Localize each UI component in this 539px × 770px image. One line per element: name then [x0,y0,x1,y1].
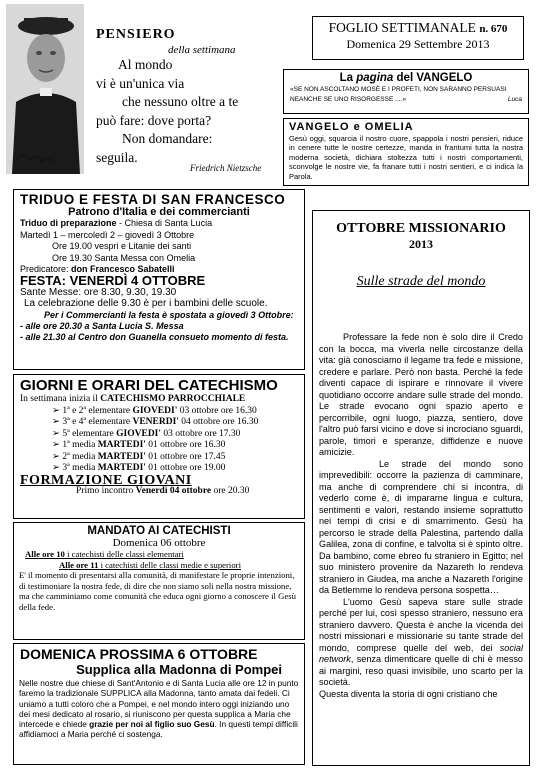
row-time: 01 ottobre ore 19.00 [148,463,226,473]
domenica-body-bold: grazie per noi al figlio suo Gesù [89,719,215,730]
vangelo-quote: «SE NON ASCOLTANO MOSÈ E I PROFETI, NON SARANNO PERSUASI NEANCHE SE UNO RISORGESSE ....» [290,86,507,103]
omelia-body: Gesù oggi, squarcia il nostro cuore, spappola i nostri pensieri, riduce in cenere tutte le nostre certezze, manda in frantumi tutta la nostra moderna società, dichiara stoltezza tutti i nostri comportamenti, sconvolge le nostre vie, fa franare tutti i nostri sentieri, e ci indica la Parola. [289,134,523,181]
row-class: 5ª elementare [62,428,114,439]
row-class: 3ª media [62,463,96,473]
triduo-patrono: Patrono d'Italia e dei commercianti [68,206,250,218]
domenica-box [13,643,305,765]
row-class: 1ª media [62,440,96,450]
domenica-body-end: . In questi tempi difficili affidiamoci a Maria perché ci sostenga. [19,719,298,740]
foglio-date: Domenica 29 Settembre 2013 [346,37,490,51]
domenica-title: DOMENICA PROSSIMA 6 OTTOBRE [20,646,258,662]
pensiero-line: Al mondo [118,57,173,72]
table-row: ➢ 1ª e 2ª elementare GIOVEDI' 03 ottobre ore 16.30 [52,405,257,416]
mandato-date: Domenica 06 ottobre [112,537,206,549]
omelia-title: VANGELO e OMELIA [289,121,414,133]
row-day: VENERDI' [132,417,179,427]
domenica-body: Nelle nostre due chiese di Sant'Antonio e di Santa Lucia alle ore 12 in punto faremo la tradizionale SUPPLICA alla Madonna, tanto amata dai fedeli. Ci uniamo a tutti coloro che a Pompei, e nel mondo intero oggi iniziando uno dei mesi dedicato al rosario, si riuniscono per questa supplica a Maria che intercede e chiede [19,678,299,730]
row-day: GIOVEDI' [132,405,178,416]
vangelo-title-em: pagina [356,72,394,84]
mandato-title: MANDATO AI CATECHISTI [87,525,231,537]
row-day: MARTEDI' [97,451,146,462]
triduo-bambini: La celebrazione delle 9.30 è per i bambini delle scuole. [24,298,268,310]
triduo-prep: Triduo di preparazione [20,218,117,229]
pensiero-subtitle: della settimana [168,44,236,56]
row-time: 03 ottobre ore 17.30 [163,428,241,439]
foglio-header [312,16,524,60]
ottobre-title: OTTOBRE MISSIONARIO [336,221,506,236]
triduo-commercianti: Per i Commercianti la festa è spostata a giovedì 3 Ottobre: [44,309,294,320]
triduo-predicatore: don Francesco Sabatelli [71,264,175,275]
triduo-title: TRIDUO E FESTA DI SAN FRANCESCO [20,192,286,207]
mandato-box [13,522,305,640]
ottobre-paragraph: Questa diventa la storia di ogni cristiano che [319,688,498,699]
table-row: ➢ 3ª media MARTEDI' 01 ottobre ore 19.00 [52,463,226,473]
pensiero-author: Friedrich Nietzsche [190,163,262,173]
ottobre-paragraph-end: , senza dimenticare quelle di chi è messo ai margini, reso quasi invisibile, uno scarto per la società. [319,654,523,687]
row-day: MARTEDI' [97,440,146,450]
ottobre-box [312,210,530,766]
catechismo-intro: In settimana inizia il [20,394,101,404]
pensiero-line: Non domandare: [122,131,213,146]
ottobre-social: social network [319,642,523,664]
triduo-vespri: Ore 19.00 vespri e Litanie dei santi [52,241,192,252]
foglio-title: FOGLIO SETTIMANALE [328,20,476,35]
table-row: ➢ 5ª elementare GIOVEDI' 03 ottobre ore 17.30 [52,428,241,439]
mandato-ora-10: Alle ore 10 [25,549,65,559]
table-row: ➢ 2ª media MARTEDI' 01 ottobre ore 17.45 [52,451,226,462]
foglio-number: n. 670 [479,23,508,35]
primo-time: ore 20.30 [211,486,250,496]
ottobre-paragraph: L'uomo Gesù sapeva stare sulle strade perché per lui, così spesso straniero, nessuno era straniero davvero. Questa è anche la vicenda dei nostri missionari e missionarie su tante strade del mondo, comprese quelle del web, dei [319,596,523,653]
triduo-messe: Sante Messe: ore 8.30, 9.30, 19.30 [20,286,177,298]
mandato-body: E' il momento di presentarsi alla comunità, di manifestare le proprie intenzioni, di testimoniare la nostra fede, di dire che non siamo soli nella nostra missione, ma che camminiamo come comunità che educa ogni giorno a conoscere il Gesù della fede. [19,570,296,612]
vangelo-title-post: del VANGELO [393,72,473,84]
pensiero-line: vi è un'unica via [96,75,185,91]
omelia-box [283,118,529,186]
vangelo-title-pre: La [339,72,357,84]
mandato-ora-11: Alle ore 11 [59,559,99,570]
ottobre-subtitle: Sulle strade del mondo [356,274,486,289]
mandato-medie: i catechisti delle classi medie e superiori [98,559,241,570]
catechismo-box [13,374,305,519]
triduo-festa: FESTA: VENERDÌ 4 OTTOBRE [20,273,206,289]
ottobre-paragraph: Professare la fede non è solo dire il Credo con la bocca, ma viverla nelle circostanze della vita: già conosciamo il legame tra fede e missione, credere e parlare. Però non basta. Perché la fede diventi capace di ispirare e rinnovare il vivere quotidiano occorre andare sulle strade del mondo. Le strade evocano ogni spazio aperto e percorribile, ogni luogo, piazza, sentiero, dove l'altro può farsi vicino e dove si incrociano sguardi, parole, timori e speranze, diffidenze e nuove amicizie. [319,332,523,457]
row-class: 2ª media [62,451,96,462]
row-time: 03 ottobre ore 16.30 [179,405,257,416]
triduo-days: Martedì 1 – mercoledì 2 – giovedì 3 Ottobre [20,229,195,240]
table-row: ➢ 1ª media MARTEDI' 01 ottobre ore 16.30 [52,440,226,450]
triduo-box [13,189,305,370]
row-time: 04 ottobre ore 16.30 [181,417,259,427]
primo-label: Primo incontro [76,486,136,496]
catechismo-intro-bold: CATECHISMO PARROCCHIALE [100,394,246,404]
triduo-comm-1: - alle ore 20.30 a Santa Lucia S. Messa [20,321,184,332]
triduo-messa: Ore 19.30 Santa Messa con Omelia [52,252,196,263]
pensiero-line: può fare: dove porta? [96,112,212,128]
portrait-photo [6,4,84,174]
formazione-title: FORMAZIONE GIOVANI [20,472,192,488]
domenica-subtitle: Supplica alla Madonna di Pompei [76,662,282,677]
row-time: 01 ottobre ore 17.45 [148,451,226,462]
catechismo-title: GIORNI E ORARI DEL CATECHISMO [20,377,278,394]
table-row: ➢ 3ª e 4ª elementare VENERDI' 04 ottobre ore 16.30 [52,417,259,427]
vangelo-box [283,69,529,114]
pensiero-body [96,56,281,167]
row-class: 1ª e 2ª elementare [62,405,131,416]
triduo-predicatore-label: Predicatore: [20,264,72,275]
vangelo-source: Luca [507,96,522,103]
triduo-chiesa: - Chiesa di Santa Lucia [116,218,213,229]
primo-date: Venerdì 04 ottobre [135,486,212,496]
triduo-comm-2: - alle 21.30 al Centro don Guanella consueto momento di festa. [20,332,289,343]
row-day: GIOVEDI' [116,428,162,439]
pensiero-line: che nessuno oltre a te [122,94,239,109]
row-class: 3ª e 4ª elementare [62,417,131,427]
pensiero-title: PENSIERO [96,27,176,42]
mandato-elem: i catechisti delle classi elementari [64,549,184,559]
ottobre-year: 2013 [409,237,433,251]
row-day: MARTEDI' [97,463,146,473]
ottobre-paragraph: Le strade del mondo sono imprevedibili: occorre la pazienza di camminare, ma anche di comprendere chi si incontra, di vederlo come è, di impararne lingua e cultura, sentimenti e valori, restando insieme soprattutto nei tempi di crisi e di smarrimento. Gesù ha percorso le strade della Palestina, partendo dalla Galilea, zona di confine, e talvolta si è spinto oltre. Da bambino, come ebreo fu straniero in Egitto; nel suo ministero provenire da Nazareth lo rendeva straniero in Giudea, ma anche a Nazareth l'origine da Betlemme lo rendeva persona sospetta… [319,458,523,595]
row-time: 01 ottobre ore 16.30 [148,440,226,450]
pensiero-line: seguila. [96,149,138,165]
